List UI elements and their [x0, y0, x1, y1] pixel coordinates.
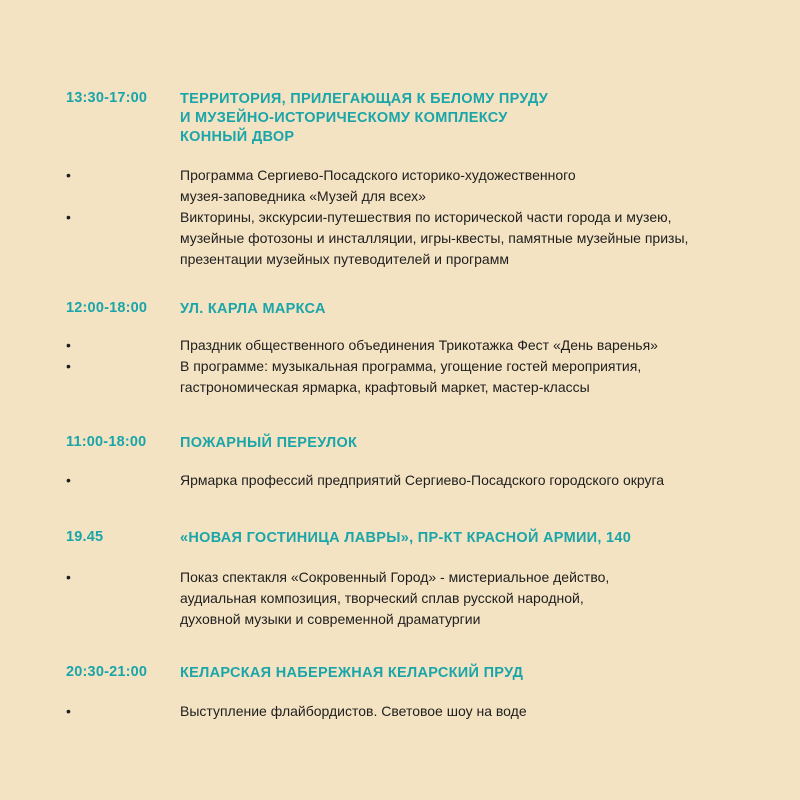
- bullet-marker: •: [66, 472, 71, 488]
- heading-line: «НОВАЯ ГОСТИНИЦА ЛАВРЫ», ПР-КТ КРАСНОЙ АРМИИ, 140: [180, 530, 632, 546]
- event-description: [180, 165, 780, 207]
- heading-line: УЛ. КАРЛА МАРКСА: [180, 301, 326, 317]
- event-list: [0, 567, 800, 630]
- event-description: [180, 207, 780, 270]
- time-range: 20:30-21:00: [66, 664, 148, 680]
- heading-line: КОННЫЙ ДВОР: [180, 129, 295, 145]
- description-line: Ярмарка профессий предприятий Сергиево-Посадского городского округа: [180, 472, 665, 488]
- bullet-marker: •: [66, 337, 71, 353]
- heading-line: ТЕРРИТОРИЯ, ПРИЛЕГАЮЩАЯ К БЕЛОМУ ПРУДУ: [180, 91, 549, 107]
- description-line: музея-заповедника «Музей для всех»: [180, 188, 426, 204]
- description-line: гастрономическая ярмарка, крафтовый маркет, мастер-классы: [180, 379, 590, 395]
- event-description: [180, 470, 780, 491]
- event-list: [0, 470, 800, 491]
- event-list: [0, 335, 800, 398]
- event-description: [180, 567, 780, 630]
- description-line: Выступление флайбордистов. Световое шоу на воде: [180, 703, 527, 719]
- event-item: [0, 470, 800, 491]
- event-description: [180, 356, 780, 398]
- bullet-marker: •: [66, 703, 71, 719]
- description-line: аудиальная композиция, творческий сплав русской народной,: [180, 590, 584, 606]
- location-heading: [180, 434, 770, 453]
- location-heading: [180, 90, 770, 147]
- event-item: [0, 335, 800, 356]
- description-line: Показ спектакля «Сокровенный Город» - мистериальное действо,: [180, 569, 610, 585]
- event-item: [0, 165, 800, 207]
- description-line: Программа Сергиево-Посадского историко-художественного: [180, 167, 576, 183]
- bullet-marker: •: [66, 569, 71, 585]
- description-line: Викторины, экскурсии-путешествия по исторической части города и музею,: [180, 209, 672, 225]
- time-range: 19.45: [66, 529, 104, 545]
- event-list: [0, 165, 800, 270]
- time-range: 12:00-18:00: [66, 300, 148, 316]
- description-line: В программе: музыкальная программа, угощение гостей мероприятия,: [180, 358, 642, 374]
- description-line: духовной музыки и современной драматургии: [180, 611, 481, 627]
- event-item: [0, 567, 800, 630]
- bullet-marker: •: [66, 209, 71, 225]
- event-item: [0, 207, 800, 270]
- description-line: презентации музейных путеводителей и программ: [180, 251, 509, 267]
- location-heading: [180, 664, 770, 683]
- description-line: музейные фотозоны и инсталляции, игры-квесты, памятные музейные призы,: [180, 230, 689, 246]
- bullet-marker: •: [66, 167, 71, 183]
- event-description: [180, 701, 780, 722]
- time-range: 11:00-18:00: [66, 434, 147, 450]
- heading-line: И МУЗЕЙНО-ИСТОРИЧЕСКОМУ КОМПЛЕКСУ: [180, 110, 508, 126]
- event-list: [0, 701, 800, 722]
- location-heading: [180, 300, 770, 319]
- time-range: 13:30-17:00: [66, 90, 148, 106]
- heading-line: КЕЛАРСКАЯ НАБЕРЕЖНАЯ КЕЛАРСКИЙ ПРУД: [180, 665, 524, 681]
- event-description: [180, 335, 780, 356]
- event-item: [0, 701, 800, 722]
- heading-line: ПОЖАРНЫЙ ПЕРЕУЛОК: [180, 435, 358, 451]
- description-line: Праздник общественного объединения Трикотажка Фест «День варенья»: [180, 337, 658, 353]
- bullet-marker: •: [66, 358, 71, 374]
- location-heading: [180, 529, 770, 548]
- event-item: [0, 356, 800, 398]
